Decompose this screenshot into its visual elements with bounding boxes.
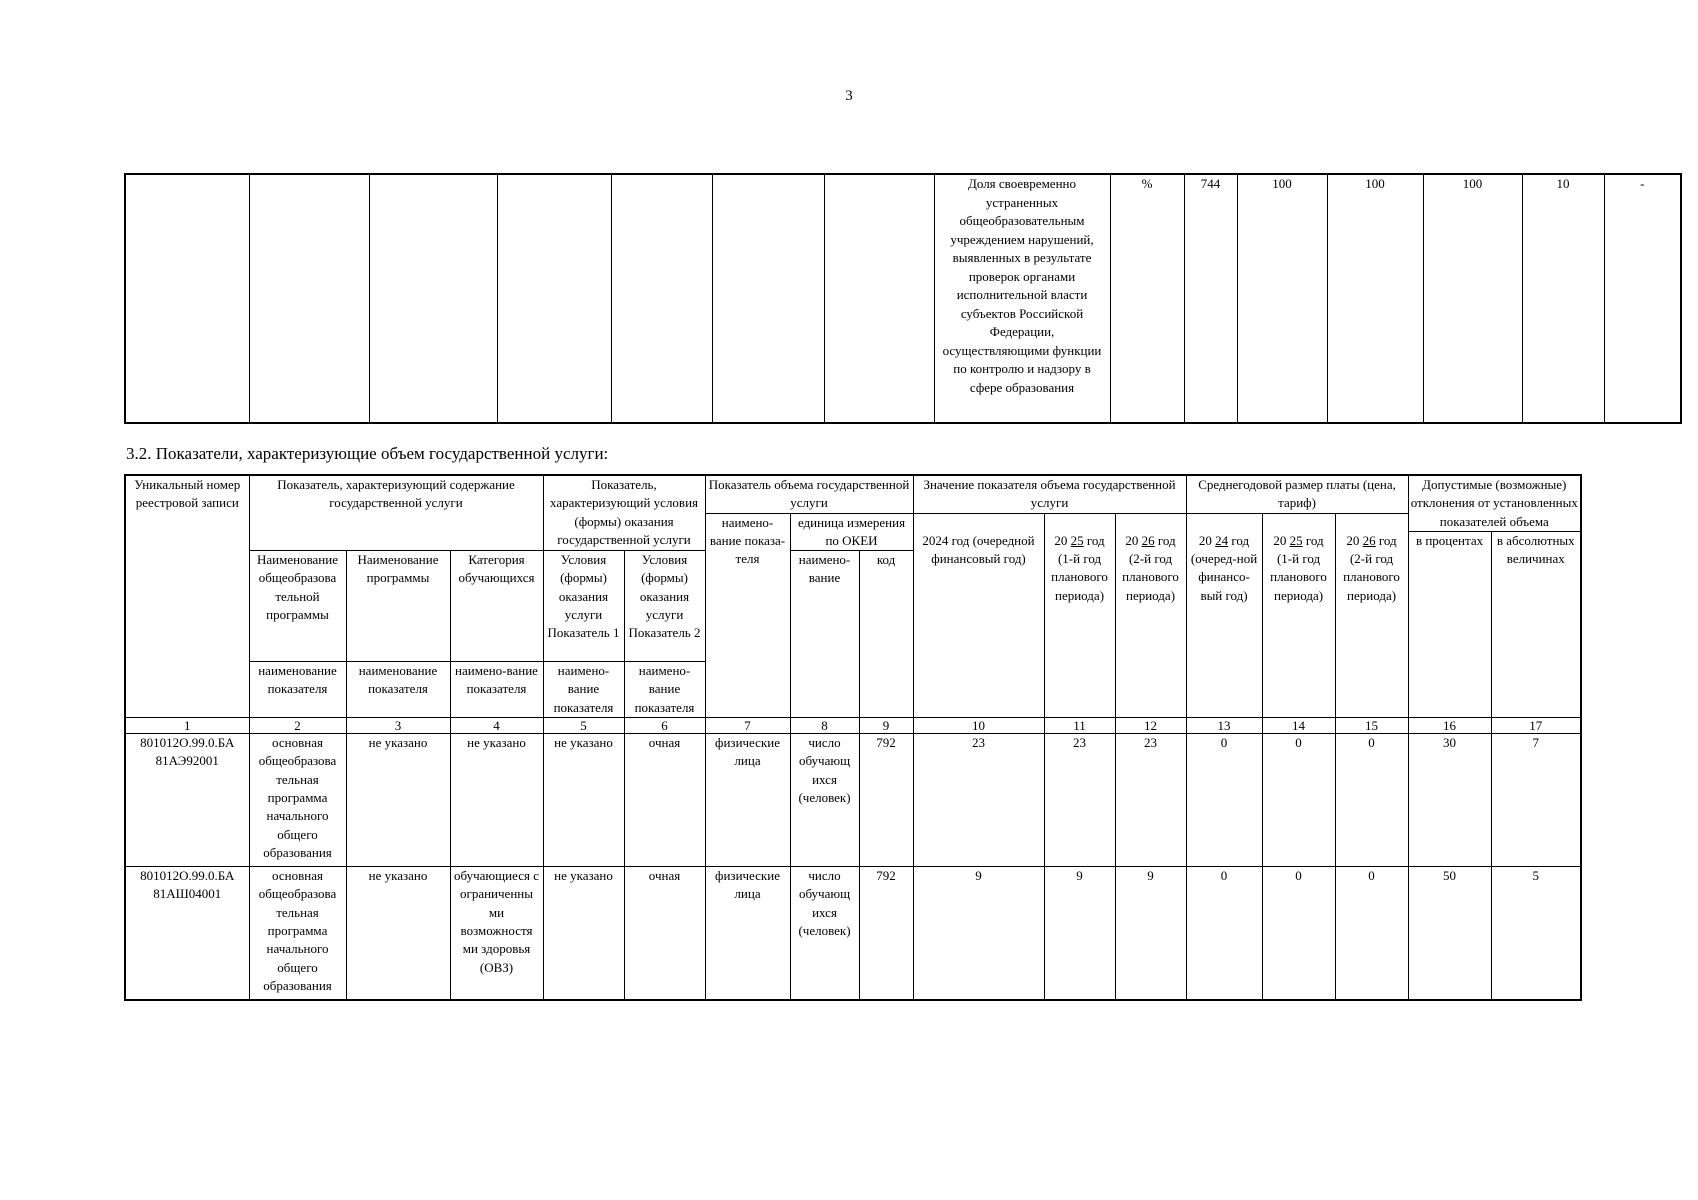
header-year-2026: 20 26 год (2-й год планового периода) — [1115, 513, 1186, 717]
cell-fee-2024: 0 — [1186, 734, 1262, 867]
empty-cell — [611, 174, 712, 423]
column-number: 7 — [705, 718, 790, 734]
cell-program: не указано — [346, 734, 450, 867]
header-program: Наименование программы — [346, 551, 450, 662]
cell-value-2025: 23 — [1044, 734, 1115, 867]
value-2024: 100 — [1237, 174, 1327, 423]
column-number: 13 — [1186, 718, 1262, 734]
cell-fee-2026: 0 — [1335, 867, 1408, 1001]
cell-value-2026: 23 — [1115, 734, 1186, 867]
column-number: 9 — [859, 718, 913, 734]
cell-unit-name: число обучающ ихся (человек) — [790, 734, 859, 867]
column-number: 16 — [1408, 718, 1491, 734]
table-row — [125, 174, 1681, 423]
quality-indicator-table-continuation — [124, 173, 1682, 424]
empty-cell — [249, 174, 369, 423]
header-volume-indicator: Показатель объема государственной услуги — [705, 475, 913, 513]
value-2026: 100 — [1423, 174, 1522, 423]
cell-deviation-absolute: 7 — [1491, 734, 1581, 867]
column-number: 4 — [450, 718, 543, 734]
cell-fee-2024: 0 — [1186, 867, 1262, 1001]
cell-value-2025: 9 — [1044, 867, 1115, 1001]
cell-program: не указано — [346, 867, 450, 1001]
empty-cell — [712, 174, 824, 423]
header-unique-number: Уникальный номер реестровой записи — [125, 475, 249, 718]
table-row — [125, 867, 1581, 1001]
header-unit: единица измерения по ОКЕИ — [790, 513, 913, 551]
header-fee-2025: 20 25 год (1-й год планового периода) — [1262, 513, 1335, 717]
header-deviation-absolute: в абсолютных величинах — [1491, 531, 1581, 717]
header-volume-name: наимено-вание показа-теля — [705, 513, 790, 717]
header-indicator-name: наименование показателя — [346, 662, 450, 718]
column-number: 8 — [790, 718, 859, 734]
column-number: 2 — [249, 718, 346, 734]
cell-category: не указано — [450, 734, 543, 867]
header-row-1 — [125, 475, 1581, 513]
column-number: 3 — [346, 718, 450, 734]
header-year-2025: 20 25 год (1-й год планового периода) — [1044, 513, 1115, 717]
empty-cell — [125, 174, 249, 423]
cell-unique-number: 801012О.99.0.БА 81АШ04001 — [125, 867, 249, 1001]
column-number: 17 — [1491, 718, 1581, 734]
cell-fee-2026: 0 — [1335, 734, 1408, 867]
header-deviation: Допустимые (возможные) отклонения от установленных показателей объема — [1408, 475, 1581, 531]
column-number-row — [125, 718, 1581, 734]
header-category: Категория обучающихся — [450, 551, 543, 662]
header-deviation-percent: в процентах — [1408, 531, 1491, 717]
volume-indicator-table — [124, 474, 1582, 1001]
indicator-unit: % — [1110, 174, 1184, 423]
header-indicator-name: наимено-вание показателя — [450, 662, 543, 718]
header-indicator-name: наимено-вание показателя — [543, 662, 624, 718]
indicator-description: Доля своевременно устраненных общеобразовательным учреждением нарушений, выявленных в результате проверок органами исполнительной власти субъектов Российской Федерации, осуществляющими функции по контролю и надзору в сфере образования — [934, 174, 1110, 423]
header-fee-2026: 20 26 год (2-й год планового периода) — [1335, 513, 1408, 717]
value-2025: 100 — [1327, 174, 1423, 423]
header-indicator-name: наимено-вание показателя — [624, 662, 705, 718]
empty-cell — [824, 174, 934, 423]
cell-fee-2025: 0 — [1262, 734, 1335, 867]
header-program-type: Наименование общеобразова тельной программы — [249, 551, 346, 662]
deviation-absolute: - — [1604, 174, 1681, 423]
cell-value-2024: 9 — [913, 867, 1044, 1001]
empty-cell — [369, 174, 497, 423]
cell-unit-name: число обучающ ихся (человек) — [790, 867, 859, 1001]
deviation-percent: 10 — [1522, 174, 1604, 423]
cell-fee-2025: 0 — [1262, 867, 1335, 1001]
cell-value-2024: 23 — [913, 734, 1044, 867]
column-number: 5 — [543, 718, 624, 734]
cell-deviation-percent: 30 — [1408, 734, 1491, 867]
column-number: 6 — [624, 718, 705, 734]
header-indicator-name: наименование показателя — [249, 662, 346, 718]
header-year-2024: 2024 год (очередной финансовый год) — [913, 513, 1044, 717]
empty-cell — [497, 174, 611, 423]
cell-program-type: основная общеобразова тельная программа начального общего образования — [249, 734, 346, 867]
column-number: 10 — [913, 718, 1044, 734]
header-fee: Среднегодовой размер платы (цена, тариф) — [1186, 475, 1408, 513]
header-unit-code: код — [859, 551, 913, 718]
cell-deviation-percent: 50 — [1408, 867, 1491, 1001]
cell-volume-name: физические лица — [705, 867, 790, 1001]
cell-unit-code: 792 — [859, 734, 913, 867]
cell-condition-2: очная — [624, 734, 705, 867]
cell-value-2026: 9 — [1115, 867, 1186, 1001]
cell-deviation-absolute: 5 — [1491, 867, 1581, 1001]
cell-unique-number: 801012О.99.0.БА 81АЭ92001 — [125, 734, 249, 867]
column-number: 14 — [1262, 718, 1335, 734]
column-number: 11 — [1044, 718, 1115, 734]
cell-condition-1: не указано — [543, 867, 624, 1001]
header-content-indicator: Показатель, характеризующий содержание государственной услуги — [249, 475, 543, 551]
cell-unit-code: 792 — [859, 867, 913, 1001]
table-row — [125, 734, 1581, 867]
cell-condition-1: не указано — [543, 734, 624, 867]
column-number: 1 — [125, 718, 249, 734]
cell-condition-2: очная — [624, 867, 705, 1001]
column-number: 15 — [1335, 718, 1408, 734]
page-number: 3 — [845, 88, 853, 104]
header-condition-1: Условия (формы) оказания услуги Показатель 1 — [543, 551, 624, 662]
header-condition-2: Условия (формы) оказания услуги Показатель 2 — [624, 551, 705, 662]
header-fee-2024: 20 24 год (очеред-ной финансо-вый год) — [1186, 513, 1262, 717]
cell-volume-name: физические лица — [705, 734, 790, 867]
cell-category: обучающиеся с ограниченны ми возможностя ми здоровья (ОВЗ) — [450, 867, 543, 1001]
section-title: 3.2. Показатели, характеризующие объем государственной услуги: — [126, 444, 609, 463]
header-conditions-indicator: Показатель, характеризующий условия (формы) оказания государственной услуги — [543, 475, 705, 551]
column-number: 12 — [1115, 718, 1186, 734]
header-unit-name: наимено-вание — [790, 551, 859, 718]
cell-program-type: основная общеобразова тельная программа начального общего образования — [249, 867, 346, 1001]
header-volume-value: Значение показателя объема государственной услуги — [913, 475, 1186, 513]
indicator-code: 744 — [1184, 174, 1237, 423]
